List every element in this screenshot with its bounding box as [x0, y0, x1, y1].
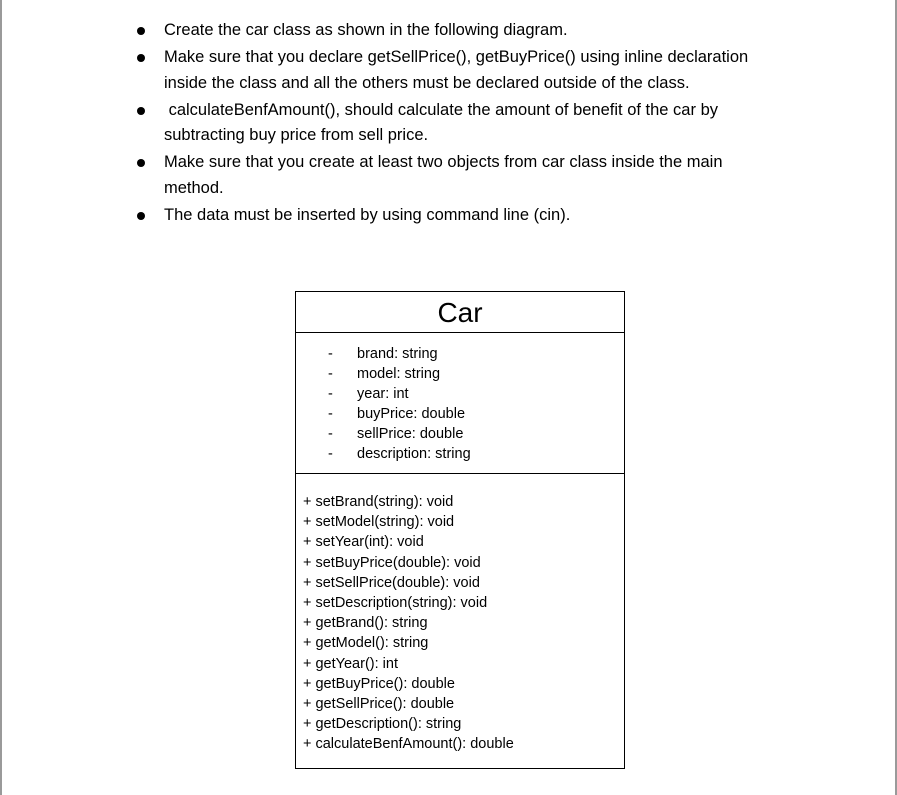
instruction-line: Make sure that you declare getSellPrice(), getBuyPrice() using inline declaration: [164, 48, 749, 66]
instruction-item: [137, 150, 817, 201]
uml-method: + setModel(string): void: [303, 514, 455, 531]
page-left-border: [0, 0, 2, 795]
instruction-line: subtracting buy price from sell price.: [164, 126, 429, 144]
uml-method: + getDescription(): string: [303, 716, 462, 733]
uml-attribute: [328, 424, 624, 444]
uml-methods-section: [296, 474, 624, 755]
instruction-item: [137, 45, 817, 96]
uml-attribute-text: sellPrice: double: [357, 426, 464, 442]
uml-attributes-section: [296, 333, 624, 474]
bullet-icon: [137, 107, 145, 115]
instruction-item: [137, 18, 817, 44]
uml-attribute-text: model: string: [357, 366, 441, 382]
instruction-line: calculateBenfAmount(), should calculate the amount of benefit of the car by: [164, 100, 718, 119]
uml-method: + getSellPrice(): double: [303, 696, 455, 713]
uml-class-name: Car: [296, 292, 624, 333]
instruction-line: Create the car class as shown in the following diagram.: [164, 21, 568, 39]
private-marker: -: [328, 426, 333, 442]
instruction-line: inside the class and all the others must be declared outside of the class.: [164, 73, 690, 92]
bullet-icon: [137, 159, 145, 167]
uml-method: + setSellPrice(double): void: [303, 574, 480, 591]
uml-method: + getModel(): string: [303, 635, 429, 652]
uml-attribute: [328, 364, 624, 384]
instruction-list: [137, 18, 817, 230]
bullet-icon: [137, 27, 145, 35]
uml-attribute: [328, 384, 624, 404]
private-marker: -: [328, 366, 333, 382]
uml-attribute-text: description: string: [357, 446, 471, 462]
uml-attribute: [328, 344, 624, 364]
uml-method: + setBuyPrice(double): void: [303, 554, 481, 571]
private-marker: -: [328, 446, 333, 462]
private-marker: -: [328, 386, 333, 402]
instruction-line: method.: [164, 178, 224, 197]
uml-attribute: [328, 444, 624, 464]
uml-class-diagram: [295, 291, 625, 769]
uml-method: + getBrand(): string: [303, 615, 428, 632]
bullet-icon: [137, 54, 145, 62]
uml-method: + getYear(): int: [303, 655, 398, 672]
uml-attribute-text: brand: string: [357, 346, 438, 362]
uml-attribute-text: year: int: [357, 386, 409, 402]
uml-method: + setBrand(string): void: [303, 494, 454, 510]
instruction-item: [137, 98, 817, 149]
private-marker: -: [328, 346, 333, 362]
instruction-line: Make sure that you create at least two objects from car class inside the main: [164, 153, 723, 171]
uml-attribute: [328, 404, 624, 424]
uml-method: + calculateBenfAmount(): double: [303, 736, 514, 753]
uml-method: + getBuyPrice(): double: [303, 675, 455, 692]
instruction-item: [137, 203, 817, 229]
bullet-icon: [137, 212, 145, 220]
private-marker: -: [328, 406, 333, 422]
uml-method: + setYear(int): void: [303, 534, 424, 551]
uml-attribute-text: buyPrice: double: [357, 406, 466, 422]
instruction-line: The data must be inserted by using command line (cin).: [164, 205, 571, 224]
uml-method: + setDescription(string): void: [303, 595, 488, 612]
